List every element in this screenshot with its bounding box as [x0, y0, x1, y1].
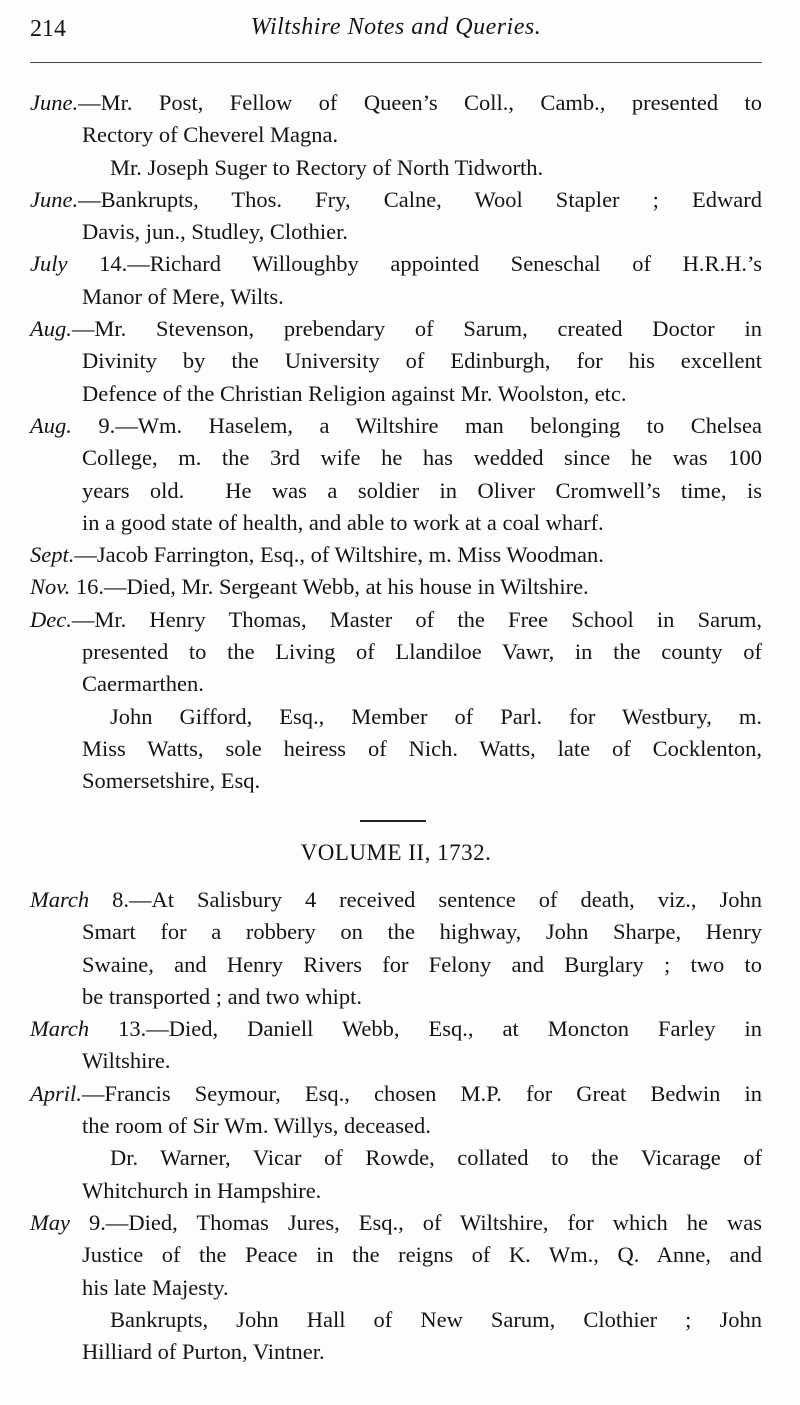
entry-line: [30, 1272, 762, 1304]
entry-line: [30, 1336, 762, 1368]
entry-line: [30, 1207, 762, 1239]
entry-line: [30, 981, 762, 1013]
entry-line: [30, 442, 762, 474]
entry-date: June.: [30, 186, 79, 212]
entry-line: [30, 184, 762, 216]
entry-date: Dec.: [30, 606, 72, 632]
section-1732-entries: [30, 884, 762, 1368]
entry-line: [30, 248, 762, 280]
entry-line: [30, 668, 762, 700]
entry-date: June.: [30, 90, 79, 115]
entry-date: Aug.: [30, 316, 72, 342]
entry-text: Davis, jun., Studley, Clothier.: [82, 219, 349, 245]
entry-text: —Mr. Henry Thomas, Master of the Free School in Sarum,: [71, 606, 762, 632]
entry-date: May: [30, 1209, 70, 1235]
header-rule: [30, 62, 762, 63]
entry-date: Nov.: [30, 574, 71, 600]
entry-date: Sept.: [30, 542, 75, 568]
entry-text: Hilliard of Purton, Vintner.: [82, 1339, 325, 1365]
entry-line: [30, 87, 762, 119]
entry-date: March: [30, 887, 90, 912]
entry-date: April.: [30, 1080, 82, 1106]
entry-text: his late Majesty.: [82, 1274, 229, 1300]
entry-text: —Mr. Post, Fellow of Queen’s Coll., Camb., presented to: [78, 90, 762, 115]
entry-line: [30, 1045, 762, 1077]
entry-line: [30, 765, 762, 797]
entry-line: [30, 152, 762, 184]
entry-line: [30, 916, 762, 948]
entry-text: 16.—Died, Mr. Sergeant Webb, at his house in Wiltshire.: [70, 574, 589, 600]
entry-line: [30, 378, 762, 410]
entry-line: [30, 571, 762, 603]
entry-line: [30, 475, 762, 507]
entry-line: [30, 1175, 762, 1207]
running-title: Wiltshire Notes and Queries.: [250, 14, 542, 40]
entry-date: March: [30, 1016, 90, 1042]
entry-text: —Francis Seymour, Esq., chosen M.P. for Great Bedwin in: [81, 1080, 762, 1106]
entry-line: [30, 884, 762, 916]
entry-text: 14.—Richard Willoughby appointed Seneschal of H.R.H.’s: [67, 251, 762, 277]
entry-line: [30, 701, 762, 733]
entry-line: [30, 733, 762, 765]
section-separator: [360, 820, 426, 822]
entry-text: —Bankrupts, Thos. Fry, Calne, Wool Stapler ; Edward: [78, 186, 762, 212]
entry-text: be transported ; and two whipt.: [82, 983, 362, 1009]
entry-text: presented to the Living of Llandiloe Vawr, in the county of: [82, 639, 762, 665]
entry-line: [30, 636, 762, 668]
entry-line: [30, 949, 762, 981]
entry-text: Swaine, and Henry Rivers for Felony and Burglary ; two to: [82, 951, 762, 977]
entry-text: Dr. Warner, Vicar of Rowde, collated to the Vicarage of: [110, 1145, 762, 1171]
entry-line: [30, 1304, 762, 1336]
entry-text: Miss Watts, sole heiress of Nich. Watts, late of Cocklenton,: [82, 735, 762, 761]
entry-text: Mr. Joseph Suger to Rectory of North Tidworth.: [110, 154, 544, 180]
entry-line: [30, 1110, 762, 1142]
entry-text: Rectory of Cheverel Magna.: [82, 122, 339, 148]
entry-line: [30, 1239, 762, 1271]
entry-text: —Mr. Stevenson, prebendary of Sarum, created Doctor in: [71, 316, 762, 342]
entry-line: [30, 313, 762, 345]
entry-date: Aug.: [30, 412, 72, 438]
entry-text: Manor of Mere, Wilts.: [82, 283, 284, 309]
entry-line: [30, 281, 762, 313]
entry-text: Caermarthen.: [82, 671, 204, 697]
entry-line: [30, 345, 762, 377]
entry-text: Bankrupts, John Hall of New Sarum, Clothier ; John: [110, 1306, 762, 1332]
entry-line: [30, 507, 762, 539]
volume-heading: VOLUME II, 1732.: [300, 840, 492, 865]
entry-line: [30, 604, 762, 636]
entry-text: in a good state of health, and able to work at a coal wharf.: [82, 509, 604, 535]
entry-line: [30, 410, 762, 442]
entry-text: Wiltshire.: [82, 1048, 171, 1074]
page-header: [30, 14, 762, 48]
entry-text: years old. He was a soldier in Oliver Cromwell’s time, is: [82, 477, 762, 503]
entry-text: College, m. the 3rd wife he has wedded since he was 100: [82, 445, 762, 471]
entry-date: July: [30, 251, 68, 277]
entry-line: [30, 1013, 762, 1045]
entry-text: the room of Sir Wm. Willys, deceased.: [82, 1113, 431, 1139]
entry-text: Somersetshire, Esq.: [82, 768, 261, 794]
entry-text: John Gifford, Esq., Member of Parl. for Westbury, m.: [110, 703, 762, 729]
entry-text: Smart for a robbery on the highway, John Sharpe, Henry: [82, 919, 762, 945]
entry-text: Divinity by the University of Edinburgh, for his excellent: [82, 348, 762, 374]
entry-text: —Jacob Farrington, Esq., of Wiltshire, m. Miss Woodman.: [74, 542, 604, 568]
entry-line: [30, 216, 762, 248]
entry-line: [30, 1142, 762, 1174]
entry-text: 8.—At Salisbury 4 received sentence of death, viz., John: [89, 887, 762, 912]
entry-line: [30, 1078, 762, 1110]
entry-text: Defence of the Christian Religion against Mr. Woolston, etc.: [82, 380, 627, 406]
entry-text: 13.—Died, Daniell Webb, Esq., at Moncton Farley in: [89, 1016, 762, 1042]
entry-line: [30, 539, 762, 571]
section-1731-entries: [30, 87, 762, 798]
entry-text: Whitchurch in Hampshire.: [82, 1177, 322, 1203]
entry-text: 9.—Died, Thomas Jures, Esq., of Wiltshire, for which he was: [69, 1209, 762, 1235]
entry-text: Justice of the Peace in the reigns of K. Wm., Q. Anne, and: [82, 1242, 762, 1268]
entry-line: [30, 119, 762, 151]
page-number: 214: [30, 16, 66, 42]
entry-text: 9.—Wm. Haselem, a Wiltshire man belonging to Chelsea: [71, 412, 762, 438]
